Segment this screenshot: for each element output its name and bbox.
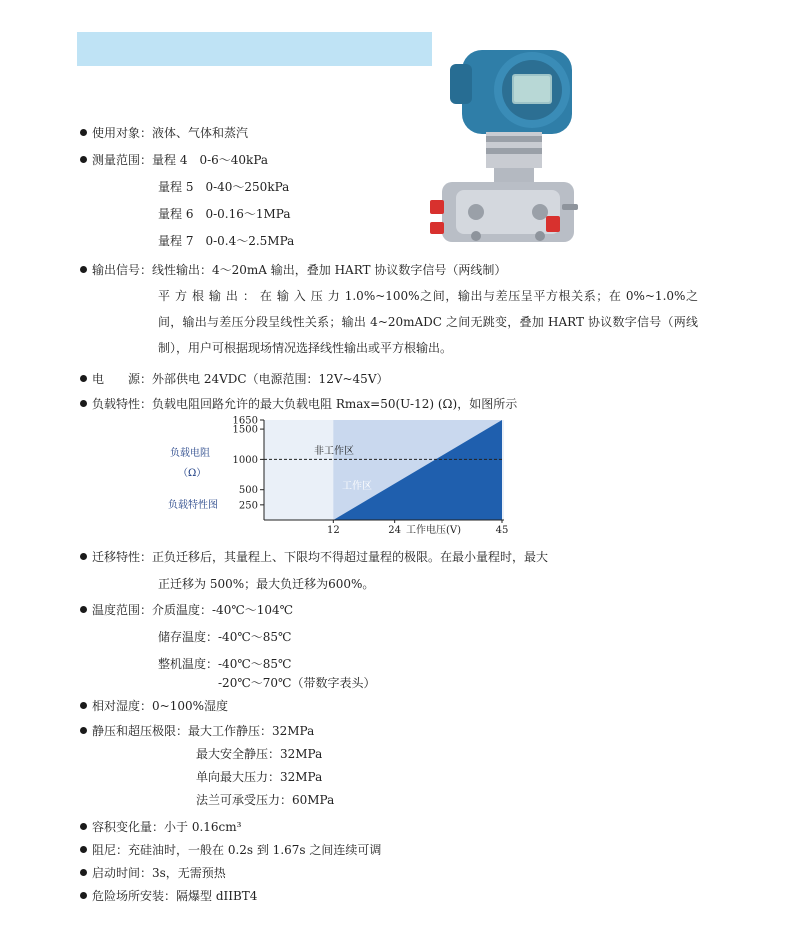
y-tick-label: 1000	[232, 454, 258, 466]
y-tick-label: 1650	[232, 415, 258, 427]
y-axis-label: 负载电阻	[170, 448, 210, 459]
x-tick-label: 24	[388, 525, 402, 536]
spec-temp-medium: 温度范围：介质温度：-40℃～104℃	[92, 603, 294, 617]
bullet	[80, 553, 87, 560]
spec-hazard: 危险场所安装：隔爆型 dIIBT4	[92, 889, 258, 903]
spec-power: 电 源：外部供电 24VDC（电源范围：12V~45V）	[92, 372, 389, 386]
spec-static-safe: 最大安全静压：32MPa	[196, 747, 323, 761]
spec-usage: 使用对象：液体、气体和蒸汽	[92, 126, 249, 140]
region-nonwork-label: 非工作区	[314, 446, 354, 457]
x-tick-label: 12	[326, 525, 340, 536]
spec-shift-1: 迁移特性：正负迁移后，其量程上、下限均不得超过量程的极限。在最小量程时，最大	[92, 550, 549, 564]
load-characteristic-chart	[168, 414, 508, 540]
bullet	[80, 823, 87, 830]
spec-range-5: 量程 5 0-40～250kPa	[158, 180, 290, 194]
spec-range-4: 测量范围：量程 4 0-6～40kPa	[92, 153, 269, 167]
spec-output-linear: 输出信号：线性输出：4～20mA 输出，叠加 HART 协议数字信号（两线制）	[92, 263, 507, 277]
bullet	[80, 869, 87, 876]
bullet	[80, 375, 87, 382]
spec-temp-display: -20℃～70℃（带数字表头）	[218, 676, 376, 690]
transmitter-photo	[428, 44, 588, 260]
spec-startup: 启动时间：3s，无需预热	[92, 866, 226, 880]
y-axis-unit: （Ω）	[178, 468, 207, 479]
chart-caption: 负载特性图	[168, 500, 218, 511]
spec-temp-whole: 整机温度：-40℃～85℃	[158, 657, 292, 671]
bullet	[80, 266, 87, 273]
spec-load: 负载特性：负载电阻回路允许的最大负载电阻 Rmax=50(U-12) (Ω)，如图所示	[92, 397, 518, 411]
spec-damping: 阻尼：充硅油时，一般在 0.2s 到 1.67s 之间连续可调	[92, 843, 382, 857]
y-tick-label: 1500	[232, 424, 258, 436]
y-tick-label: 250	[238, 500, 258, 512]
spec-range-7: 量程 7 0-0.4～2.5MPa	[158, 234, 295, 248]
spec-static-flange: 法兰可承受压力：60MPa	[196, 793, 335, 807]
bullet	[80, 129, 87, 136]
bullet	[80, 156, 87, 163]
spec-shift-2: 正迁移为 500%；最大负迁移为600%。	[158, 577, 375, 591]
bullet	[80, 892, 87, 899]
spec-static-single: 单向最大压力：32MPa	[196, 770, 323, 784]
spec-static-working: 静压和超压极限：最大工作静压：32MPa	[92, 724, 315, 738]
bullet	[80, 400, 87, 407]
bullet	[80, 702, 87, 709]
bullet	[80, 727, 87, 734]
spec-range-6: 量程 6 0-0.16～1MPa	[158, 207, 291, 221]
bullet	[80, 846, 87, 853]
spec-output-sqrt: 平 方 根 输 出 ： 在 输 入 压 力 1.0%~100%之间，输出与差压呈平方根关系；在 0%~1.0%之间，输出与差压分段呈线性关系；输出 4~20mADC 之间无跳变，叠加 HART 协议数字信号（两线制），用户可根据现场情况选择线性输出或平方根输出。	[158, 289, 698, 355]
spec-volume: 容积变化量：小于 0.16cm³	[92, 820, 242, 834]
spec-humidity: 相对湿度：0~100%湿度	[92, 699, 228, 713]
y-tick-label: 500	[238, 485, 258, 497]
header-banner	[77, 32, 432, 66]
spec-temp-storage: 储存温度：-40℃～85℃	[158, 630, 292, 644]
bullet	[80, 606, 87, 613]
x-axis-label: 工作电压(V)	[406, 525, 462, 536]
x-tick-label: 45	[495, 525, 508, 536]
region-work-label: 工作区	[342, 481, 372, 492]
